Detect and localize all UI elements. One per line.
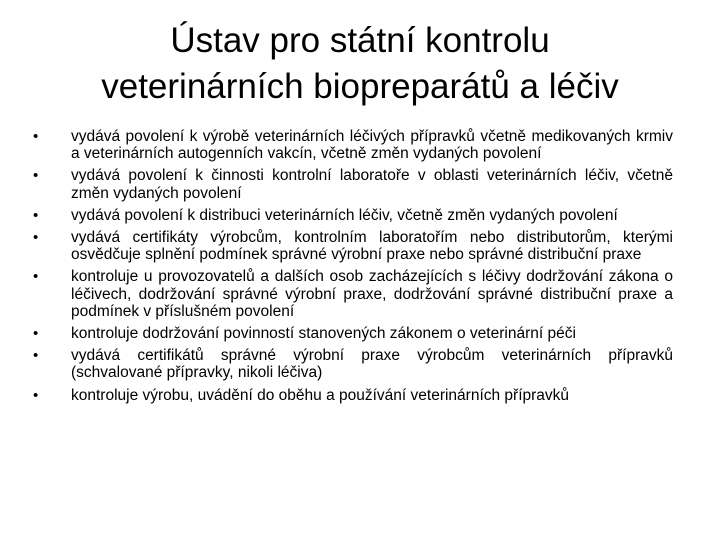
bullet-item: [33, 207, 673, 224]
bullet-item: [33, 325, 673, 342]
slide-title: [40, 18, 680, 110]
bullet-text: vydává certifikáty výrobcům, kontrolním laboratořím nebo distributorům, kterými osvědčuje splnění podmínek správné výrobní praxe nebo správné distribuční praxe: [71, 229, 673, 264]
bullet-text: kontroluje u provozovatelů a dalších osob zacházejících s léčivy dodržování zákona o léčivech, dodržování správné výrobní praxe, dodržování správné distribuční praxe a podmínek v příslušném povolení: [71, 268, 673, 320]
slide-title-line-2: veterinárních biopreparátů a léčiv: [101, 67, 619, 106]
bullet-item: [33, 167, 673, 201]
bullet-dot-icon: •: [33, 167, 39, 185]
bullet-dot-icon: •: [33, 206, 39, 224]
bullet-dot-icon: •: [33, 386, 39, 404]
bullet-dot-icon: •: [33, 325, 39, 343]
bullet-text: vydává certifikátů správné výrobní praxe výrobcům veterinárních přípravků (schvalované přípravky, nikoli léčiva): [71, 347, 673, 382]
bullet-dot-icon: •: [33, 268, 39, 286]
slide-title-line-1: Ústav pro státní kontrolu: [170, 21, 550, 60]
bullet-text: kontroluje výrobu, uvádění do oběhu a používání veterinárních přípravků: [71, 386, 570, 404]
bullet-text: vydává povolení k distribuci veterinárních léčiv, včetně změn vydaných povolení: [71, 206, 618, 224]
bullet-item: [33, 128, 673, 162]
bullet-list: [33, 128, 673, 409]
bullet-text: vydává povolení k činnosti kontrolní laboratoře v oblasti veterinárních léčiv, včetně změn vydaných povolení: [71, 167, 673, 202]
bullet-text: vydává povolení k výrobě veterinárních léčivých přípravků včetně medikovaných krmiv a veterinárních autogenních vakcín, včetně změn vydaných povolení: [71, 128, 673, 163]
bullet-item: [33, 268, 673, 320]
bullet-item: [33, 387, 673, 404]
bullet-dot-icon: •: [33, 229, 39, 247]
bullet-text: kontroluje dodržování povinností stanovených zákonem o veterinární péči: [71, 325, 576, 343]
bullet-item: [33, 229, 673, 263]
bullet-dot-icon: •: [33, 347, 39, 365]
bullet-item: [33, 347, 673, 381]
bullet-dot-icon: •: [33, 128, 39, 145]
